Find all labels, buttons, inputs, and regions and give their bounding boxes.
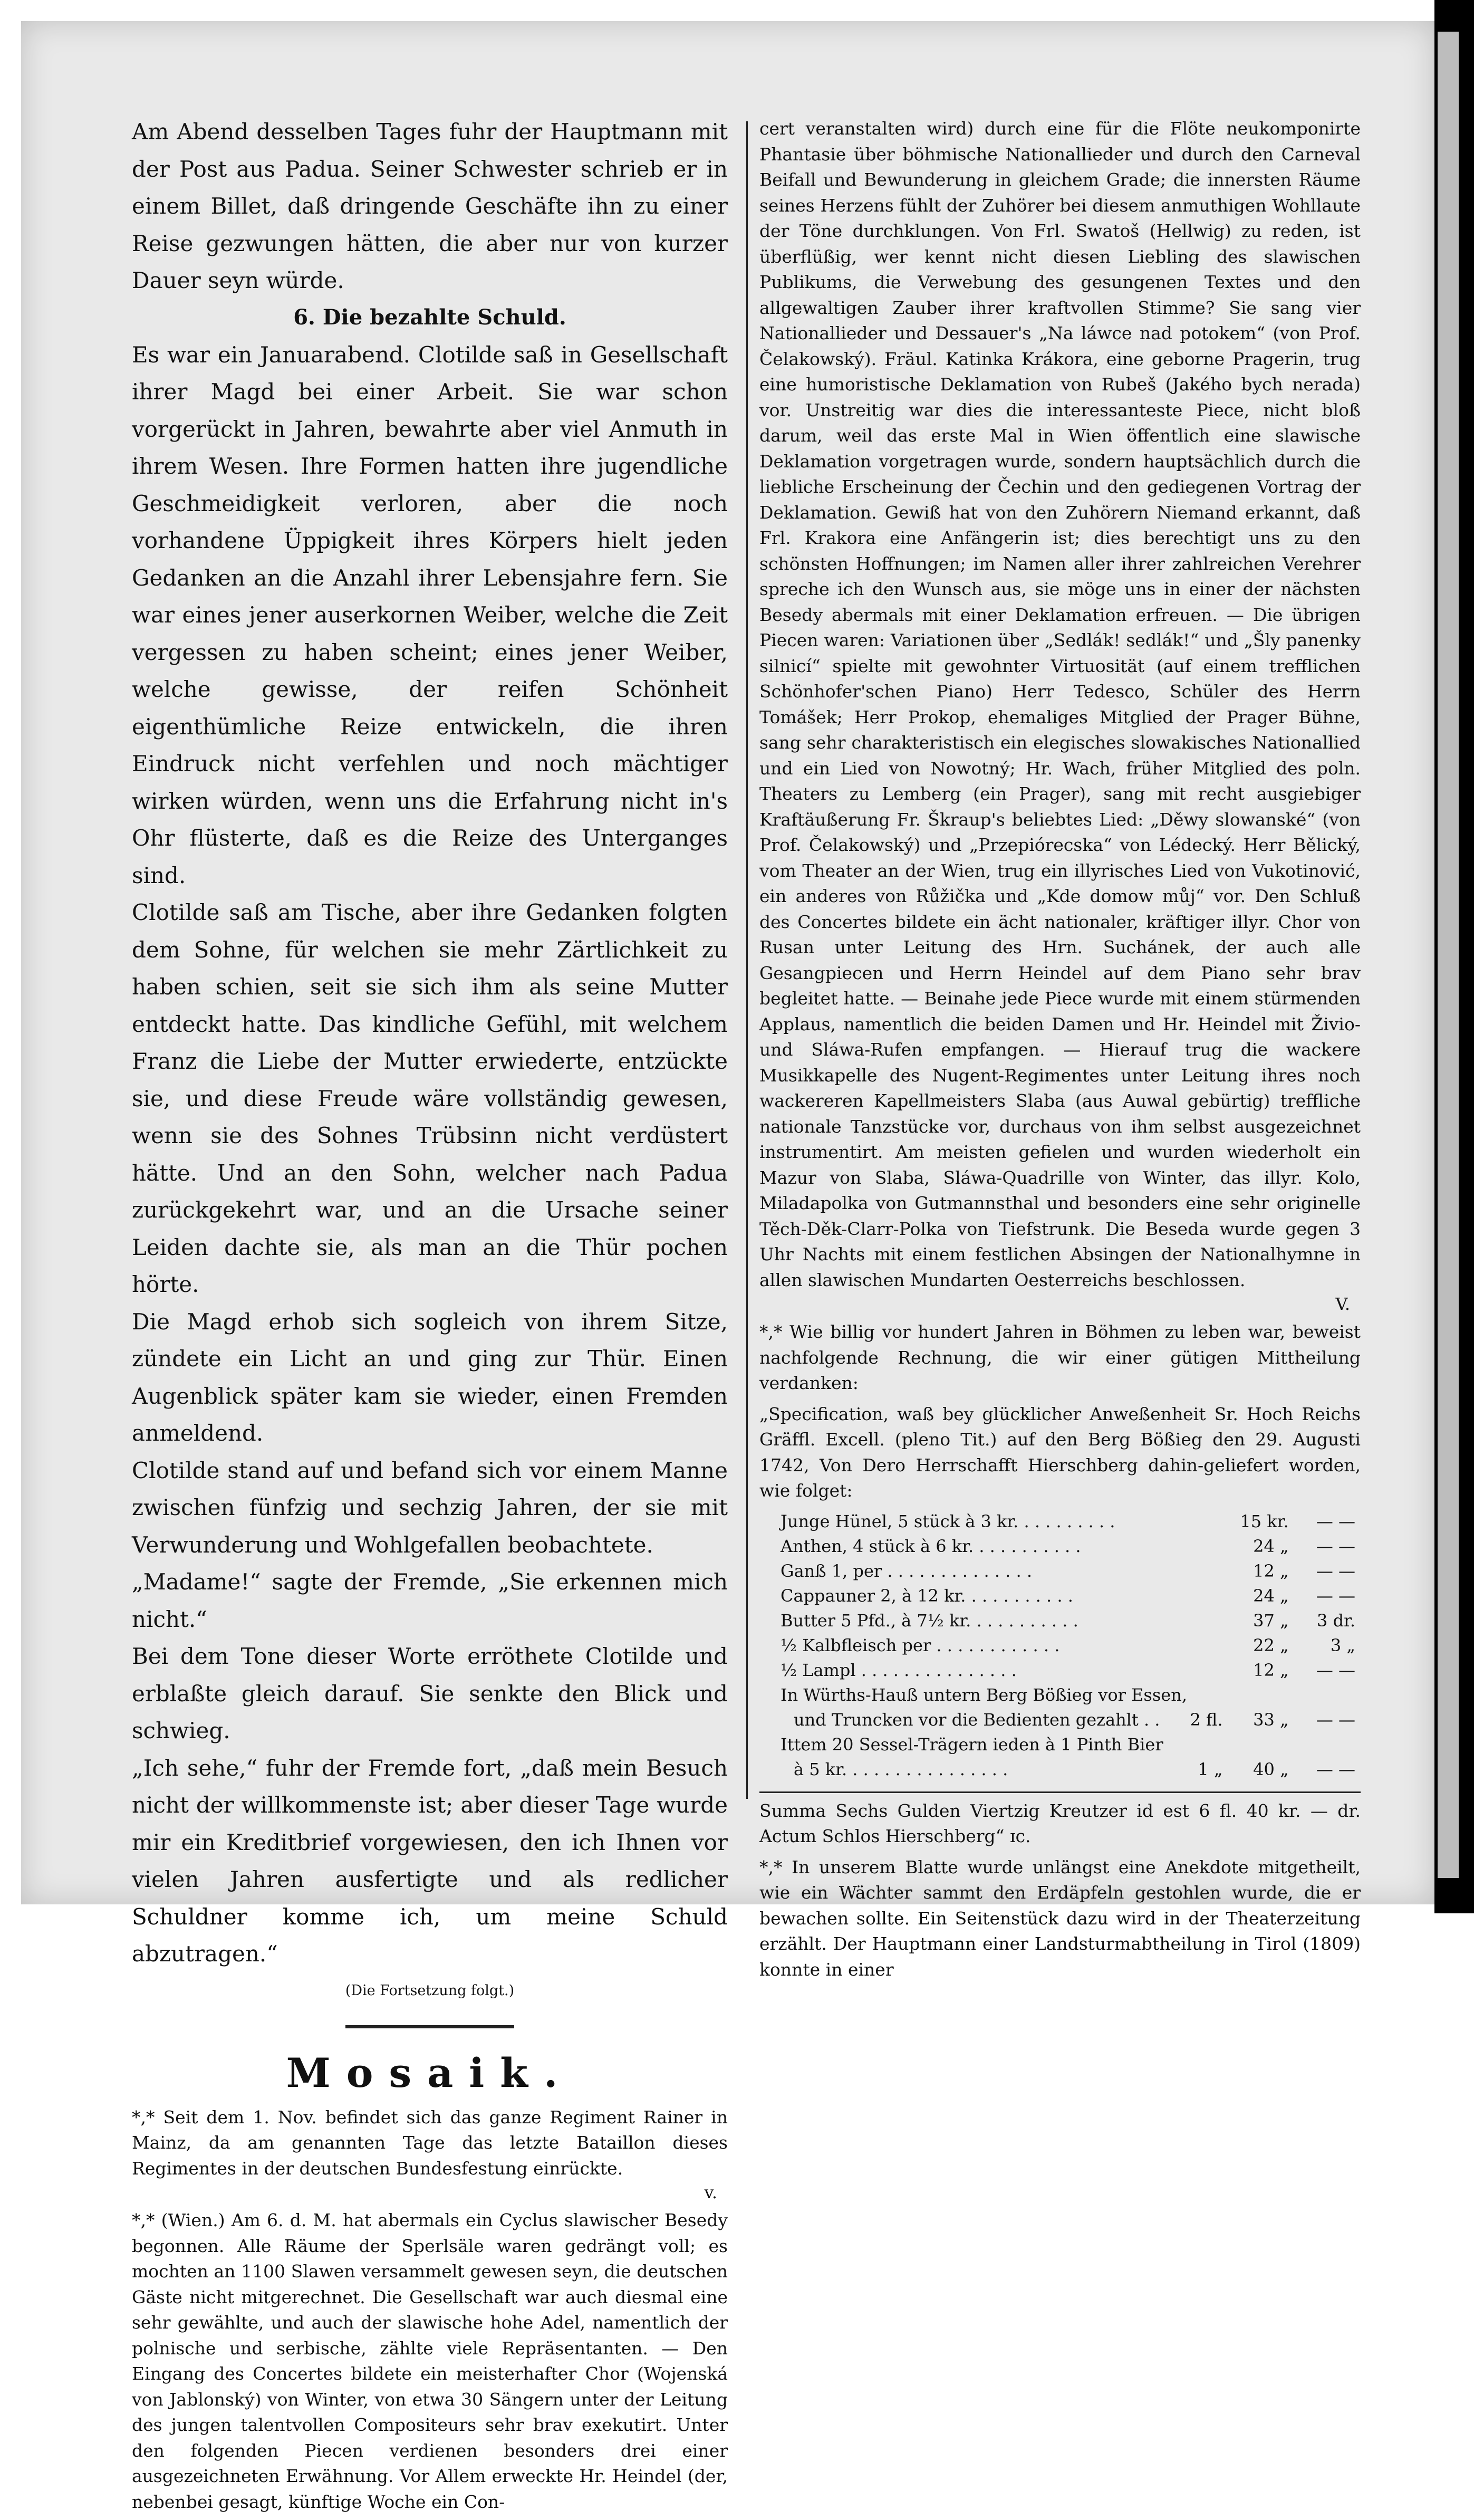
bill-item: ½ Lampl . . . . . . . . . . . . . . . — [781, 1660, 1017, 1680]
bill-denar: — — — [1316, 1709, 1355, 1730]
bill-denar: 3 „ — [1330, 1635, 1355, 1655]
bill-florin — [1187, 1584, 1223, 1608]
bill-kreuzer: 12 „ — [1253, 1660, 1289, 1680]
bill-item: In Würths-Hauß untern Berg Bößieg vor Essen, — [781, 1684, 1187, 1705]
bill-denar — [1289, 1683, 1361, 1708]
bill-denar: — — — [1316, 1660, 1355, 1680]
bill-kreuzer: 12 „ — [1253, 1560, 1289, 1581]
bill-denar: — — — [1316, 1759, 1355, 1779]
right-column — [759, 116, 1361, 1988]
bill-row — [759, 1683, 1361, 1708]
mosaic-item: *,* Seit dem 1. Nov. befindet sich das ganze Regiment Rainer in Mainz, da am genannten Tage das letzte Bataillon dieses Regimentes in der deutschen Bundesfestung einrückte. — [132, 2106, 728, 2179]
bill-item: Ittem 20 Sessel-Trägern ieden à 1 Pinth Bier — [781, 1734, 1163, 1755]
bill-florin — [1187, 1732, 1223, 1757]
bill-kreuzer: 37 „ — [1253, 1610, 1289, 1631]
column-divider — [746, 121, 748, 1799]
scan-edge — [1434, 0, 1474, 1913]
bill-item: Anthen, 4 stück à 6 kr. . . . . . . . . . . — [781, 1536, 1081, 1556]
bill-florin — [1187, 1683, 1223, 1708]
mosaic-item: cert veranstalten wird) durch eine für die Flöte neukomponirte Phantasie über böhmische Nationallieder und durch den Carneval Beifall und Bewunderung in gleichem Grade; die innersten Räume seines Herzens fühlt der Zuhörer bei diesem anmuthigen Wohllaute der Töne durchklungen. Von Frl. Swatoš (Hellwig) zu reden, ist überflüßig, wer kennt nicht diesen Liebling des slawischen Publikums, die Verwebung des gesungenen Textes und den allgewaltigen Zauber ihrer kraftvollen Stimme? Sie sang vier Nationallieder und Dessauer's „Na láwce nad potokem“ (von Prof. Čelakowský). Fräul. Katinka Krákora, eine geborne Pragerin, trug eine humoristische Deklamation von Rubeš (Jakého bych nerada) vor. Unstreitig war dies die interessanteste Piece, nicht bloß darum, weil das erste Mal in Wien öffentlich eine slawische Deklamation vorgetragen wurde, sondern hauptsächlich durch die liebliche Erscheinung der Čechin und den gediegenen Vortrag der Deklamation. Gewiß hat von den Zuhörern Niemand erkannt, daß Frl. Krakora eine Anfängerin ist; dies berechtigt uns zu den schönsten Hoffnungen; im Namen aller ihrer zahlreichen Verehrer spreche ich den Wunsch aus, sie möge uns in einer der nächsten Besedy abermals mit einer Deklamation erfreuen. — Die übrigen Piecen waren: Variationen über „Sedlák! sedlák!“ und „Šly panenky silnicí“ spielte mit gewohnter Virtuosität (auf einem trefflichen Schönhofer'schen Piano) Herr Tedesco, Schüler des Herrn Tomášek; Herr Prokop, ehemaliges Mitglied der Prager Bühne, sang sehr charakteristisch ein elegisches slowakisches Nationallied und ein Lied von Nowotný; Hr. Wach, früher Mitglied des poln. Theaters zu Lemberg (ein Prager), sang mit recht ausgiebiger Kraftäußerung Fr. Škraup's beliebtes Lied: „Děwy slowanské“ (von Prof. Čelakowský) und „Przepiórecska“ von Lédecký. Herr Bělický, vom Theater an der Wien, trug ein illyrisches Lied von Vukotinović, ein anderes von Růžička und „Kde domow můj“ vor. Den Schluß des Concertes bildete ein ächt nationaler, kräftiger illyr. Chor von Rusan unter Leitung des Hrn. Suchánek, der auch alle Gesangpiecen und Herrn Heindel auf dem Piano sehr brav begleitet hatte. — Beinahe jede Piece wurde mit einem stürmenden Applaus, namentlich die beiden Damen und Hr. Heindel mit Živio- und Sláwa-Rufen empfangen. — Hierauf trug die wackere Musikkapelle des Nugent-Regimentes unter Leitung ihres noch wackereren Kapellmeisters Slaba (aus Auwal gebürtig) treffliche nationale Tanzstücke vor, durchaus von ihm selbst ausgezeichnet instrumentirt. Am meisten gefielen und wurden wiederholt ein Mazur von Slaba, Sláwa-Quadrille von Winter, das illyr. Kolo, Miladapolka von Gutmannsthal und besonders eine sehr originelle Těch-Děk-Clarr-Polka von Tiefstrunk. Die Beseda wurde gegen 3 Uhr Nachts mit einem festlichen Absingen der Nationalhymne in allen slawischen Mundarten Oesterreichs beschlossen. — [759, 118, 1361, 1290]
mosaic-title: Mosaik. — [286, 2049, 574, 2096]
bill-kreuzer: 24 „ — [1253, 1585, 1289, 1606]
bill-florin — [1187, 1608, 1223, 1633]
section-heading: 6. Die bezahlte Schuld. — [293, 304, 566, 330]
bill-kreuzer: 15 kr. — [1240, 1511, 1289, 1531]
bill-row — [759, 1584, 1361, 1608]
bill-intro: „Specification, waß bey glücklicher Anweßenheit Sr. Hoch Reichs Gräffl. Excell. (pleno Tit.) auf den Berg Bößieg den 29. Augusti 1742, Von Dero Herrschafft Hierschberg dahin-geliefert worden, wie folget: — [759, 1403, 1361, 1501]
bill-item: à 5 kr. . . . . . . . . . . . . . . . — [794, 1759, 1008, 1779]
author-sign: v. — [704, 2182, 717, 2202]
story-paragraph: Clotilde saß am Tische, aber ihre Gedanken folgten dem Sohne, für welchen sie mehr Zärtlichkeit zu haben schien, seit sie sich ihm als seine Mutter entdeckt hatte. Das kindliche Gefühl, mit welchem Franz die Liebe der Mutter erwiederte, entzückte sie, und diese Freude wäre vollständig gewesen, wenn sie des Sohnes Trübsinn nicht verdüstert hätte. Und an den Sohn, welcher nach Padua zurückgekehrt war, und an die Ursache seiner Leiden dachte sie, als man an die Thür pochen hörte. — [132, 899, 728, 1297]
bill-item: und Truncken vor die Bedienten gezahlt . . — [794, 1709, 1160, 1730]
bill-denar: — — — [1316, 1585, 1355, 1606]
bill-denar: 3 dr. — [1317, 1610, 1355, 1631]
bill-kreuzer — [1223, 1683, 1289, 1708]
bill-item: Cappauner 2, à 12 kr. . . . . . . . . . . — [781, 1585, 1073, 1606]
story-paragraph: „Ich sehe,“ fuhr der Fremde fort, „daß mein Besuch nicht der willkommenste ist; aber dieser Tage wurde mir ein Kreditbrief vorgewiesen, den ich Ihnen vor vielen Jahren ausfertigte und als redlicher Schuldner komme ich, um meine Schuld abzutragen.“ — [132, 1755, 728, 1967]
summa-rule — [759, 1791, 1361, 1793]
bill-row — [759, 1732, 1361, 1757]
bill-kreuzer: 22 „ — [1253, 1635, 1289, 1655]
bill — [759, 1402, 1361, 1782]
bill-kreuzer: 40 „ — [1253, 1759, 1289, 1779]
mosaic-item: *,* Wie billig vor hundert Jahren in Böhmen zu leben war, beweist nachfolgende Rechnung, die wir einer gütigen Mittheilung verdanken: — [759, 1321, 1361, 1393]
bill-denar: — — — [1316, 1511, 1355, 1531]
bill-florin — [1187, 1534, 1223, 1559]
bill-denar — [1289, 1732, 1361, 1757]
bill-row — [759, 1608, 1361, 1633]
bill-table — [759, 1509, 1361, 1782]
bill-row — [759, 1534, 1361, 1559]
bill-row — [759, 1757, 1361, 1782]
bill-summa: Summa Sechs Gulden Viertzig Kreutzer id est 6 fl. 40 kr. — dr. Actum Schlos Hierschberg“ ɪc. — [759, 1800, 1361, 1846]
story-paragraph: „Madame!“ sagte der Fremde, „Sie erkennen mich nicht.“ — [132, 1569, 728, 1632]
bill-florin: 2 fl. — [1190, 1709, 1223, 1730]
bill-kreuzer: 33 „ — [1253, 1709, 1289, 1730]
mosaic-item: *,* (Wien.) Am 6. d. M. hat abermals ein Cyclus slawischer Besedy begonnen. Alle Räume der Sperlsäle waren gedrängt voll; es mochten an 1100 Slawen versammelt gewesen seyn, die deutschen Gäste nicht mitgerechnet. Die Gesellschaft war auch diesmal eine sehr gewählte, und auch der slawische hohe Adel, namentlich der polnische und serbische, zählte viele Repräsentanten. — Den Eingang des Concertes bildete ein meisterhafter Chor (Wojenská von Jablonský) von Winter, von etwa 30 Sängern unter der Leitung des jungen talentvollen Compositeurs sehr brav exekutirt. Unter den folgenden Piecen verdienen besonders drei einer ausgezeichneten Erwähnung. Vor Allem erweckte Hr. Heindel (der, nebenbei gesagt, künftige Woche ein Con- — [132, 2210, 728, 2512]
story-paragraph: Die Magd erhob sich sogleich von ihrem Sitze, zündete ein Licht an und ging zur Thür. Einen Augenblick später kam sie wieder, einen Fremden anmeldend. — [132, 1308, 728, 1446]
mosaic-item: *,* In unserem Blatte wurde unlängst eine Anekdote mitgetheilt, wie ein Wächter sammt den Erdäpfeln gestohlen wurde, die er bewachen sollte. Ein Seitenstück dazu wird in der Theaterzeitung erzählt. Der Hauptmann einer Landsturmabtheilung in Tirol (1809) konnte in einer — [759, 1856, 1361, 1980]
bill-denar: — — — [1316, 1536, 1355, 1556]
bill-row — [759, 1633, 1361, 1658]
story-paragraph: Es war ein Januarabend. Clotilde saß in Gesellschaft ihrer Magd bei einer Arbeit. Sie war schon vorgerückt in Jahren, bewahrte aber viel Anmuth in ihrem Wesen. Ihre Formen hatten ihre jugendliche Geschmeidigkeit verloren, aber die noch vorhandene Üppigkeit ihres Körpers hielt jeden Gedanken an die Anzahl ihrer Lebensjahre fern. Sie war eines jener auserkornen Weiber, welche die Zeit vergessen zu haben scheint; eines jener Weiber, welche gewisse, der reifen Schönheit eigenthümliche Reize entwickeln, die ihren Eindruck nicht verfehlen und noch mächtiger wirken würden, wenn uns die Erfahrung nicht in's Ohr flüsterte, daß es die Reize des Unterganges sind. — [132, 341, 728, 888]
bill-kreuzer — [1223, 1732, 1289, 1757]
left-column — [132, 113, 728, 2520]
bill-row — [759, 1658, 1361, 1683]
story-paragraph: Bei dem Tone dieser Worte erröthete Clotilde und erblaßte gleich darauf. Sie senkte den Blick und schwieg. — [132, 1643, 728, 1743]
bill-row — [759, 1559, 1361, 1584]
continuation-note: (Die Fortsetzung folgt.) — [345, 1982, 515, 1999]
bill-kreuzer: 24 „ — [1253, 1536, 1289, 1556]
story-paragraph: Am Abend desselben Tages fuhr der Hauptmann mit der Post aus Padua. Seiner Schwester schrieb er in einem Billet, daß dringende Geschäfte ihn zu einer Reise gezwungen hätten, die aber nur von kurzer Dauer seyn würde. — [132, 119, 728, 293]
bill-item: Junge Hünel, 5 stück à 3 kr. . . . . . . . . . — [781, 1511, 1115, 1531]
bill-florin — [1187, 1633, 1223, 1658]
bill-item: ½ Kalbfleisch per . . . . . . . . . . . . — [781, 1635, 1060, 1655]
bill-row — [759, 1509, 1361, 1534]
bill-florin — [1187, 1559, 1223, 1584]
bill-florin — [1187, 1509, 1223, 1534]
bill-florin: 1 „ — [1198, 1759, 1223, 1779]
story-paragraph: Clotilde stand auf und befand sich vor einem Manne zwischen fünfzig und sechzig Jahren, der sie mit Verwunderung und Wohlgefallen beobachtete. — [132, 1457, 728, 1558]
author-sign: V. — [1335, 1294, 1350, 1314]
section-separator — [345, 2025, 514, 2028]
bill-row — [759, 1708, 1361, 1732]
bill-florin — [1187, 1658, 1223, 1683]
bill-item: Ganß 1, per . . . . . . . . . . . . . . — [781, 1560, 1033, 1581]
scan-edge-strip — [1438, 32, 1459, 1878]
bill-denar: — — — [1316, 1560, 1355, 1581]
bill-item: Butter 5 Pfd., à 7½ kr. . . . . . . . . . . — [781, 1610, 1078, 1631]
